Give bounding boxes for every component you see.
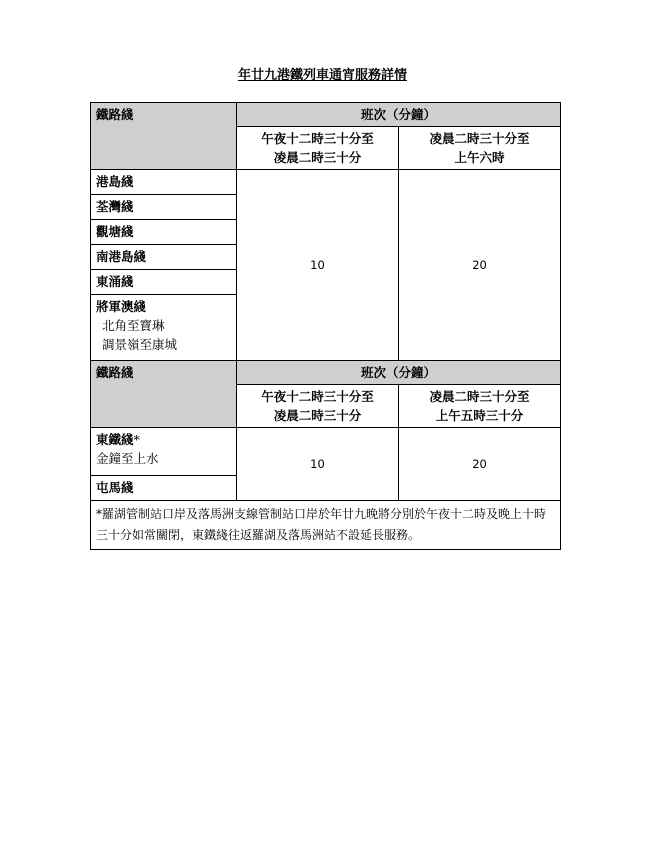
line-east-rail: 東鐵綫* 金鐘至上水 bbox=[91, 428, 237, 476]
frequency-header-2: 班次（分鐘） bbox=[237, 361, 561, 385]
line-kwun-tong: 觀塘綫 bbox=[91, 220, 237, 245]
frequency-value-1: 10 bbox=[237, 170, 399, 361]
page-title: 年廿九港鐵列車通宵服務詳情 bbox=[237, 68, 407, 83]
line-tuen-ma: 屯馬綫 bbox=[91, 476, 237, 501]
line-tung-chung: 東涌綫 bbox=[91, 270, 237, 295]
period1-header-2: 午夜十二時三十分至 凌晨二時三十分 bbox=[237, 385, 399, 428]
frequency-header: 班次（分鐘） bbox=[237, 103, 561, 127]
line-south-island: 南港島綫 bbox=[91, 245, 237, 270]
footnote: *羅湖管制站口岸及落馬洲支線管制站口岸於年廿九晚將分別於午夜十二時及晚上十時三十分如常關閉，東鐵綫往返羅湖及落馬洲站不設延長服務。 bbox=[91, 501, 561, 550]
period1-header: 午夜十二時三十分至 凌晨二時三十分 bbox=[237, 127, 399, 170]
frequency-value-3: 10 bbox=[237, 428, 399, 501]
frequency-value-2: 20 bbox=[399, 170, 561, 361]
railway-line-header: 鐵路綫 bbox=[91, 103, 237, 170]
period2-header: 凌晨二時三十分至 上午六時 bbox=[399, 127, 561, 170]
service-table bbox=[90, 102, 561, 550]
line-tseung-kwan-o: 將軍澳綫 北角至寶琳 調景嶺至康城 bbox=[91, 295, 237, 361]
frequency-value-4: 20 bbox=[399, 428, 561, 501]
period2-header-2: 凌晨二時三十分至 上午五時三十分 bbox=[399, 385, 561, 428]
line-island: 港島綫 bbox=[91, 170, 237, 195]
line-tsuen-wan: 荃灣綫 bbox=[91, 195, 237, 220]
railway-line-header-2: 鐵路綫 bbox=[91, 361, 237, 428]
